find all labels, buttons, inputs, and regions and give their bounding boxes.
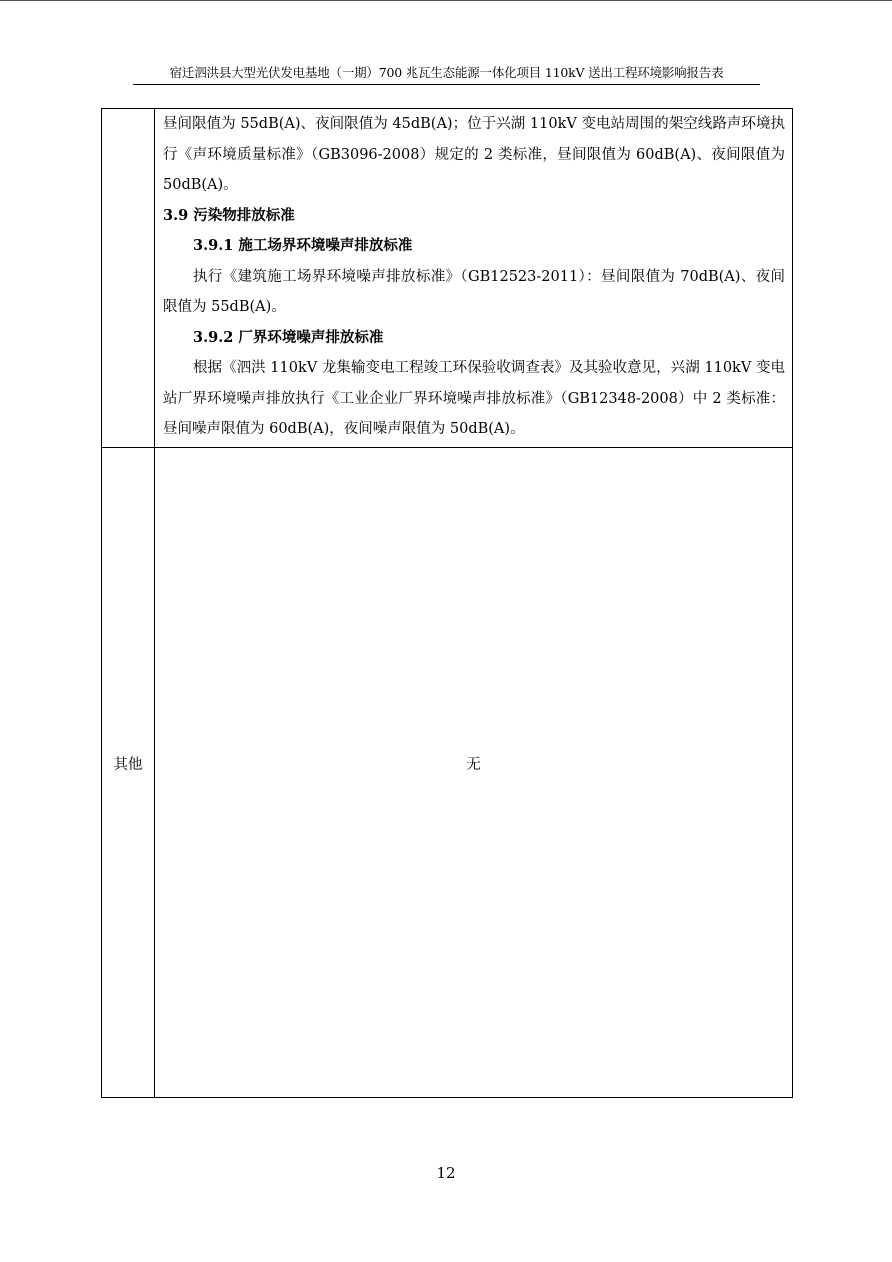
section-heading-3-9: 3.9 污染物排放标准 [163,206,295,224]
report-table [101,108,793,1098]
paragraph-3-9-1: 执行《建筑施工场界环境噪声排放标准》（GB12523-2011）：昼间限值为 70dB(A)、夜间限值为 55dB(A)。 [163,268,785,315]
standards-section [163,109,785,445]
table-row-divider [102,447,792,448]
page-top-border [0,0,892,1]
document-header: 宿迁泗洪县大型光伏发电基地（一期）700 兆瓦生态能源一体化项目 110kV 送出工程环境影响报告表 [133,64,760,85]
other-row-label: 其他 [113,757,143,773]
other-row-value: 无 [466,757,481,773]
section-heading-3-9-1: 3.9.1 施工场界环境噪声排放标准 [193,237,413,254]
section-heading-3-9-2: 3.9.2 厂界环境噪声排放标准 [193,328,384,346]
continued-paragraph: 昼间限值为 55dB(A)、夜间限值为 45dB(A)；位于兴湖 110kV 变电站周围的架空线路声环境执行《声环境质量标准》（GB3096-2008）规定的 2 类标准，昼间限值为 60dB(A)、夜间限值为 50dB(A)。 [163,116,785,193]
table-column-divider [154,109,155,1097]
paragraph-3-9-2: 根据《泗洪 110kV 龙集输变电工程竣工环保验收调查表》及其验收意见，兴湖 110kV 变电站厂界环境噪声排放执行《工业企业厂界环境噪声排放标准》（GB12348-2008）中 2 类标准：昼间噪声限值为 60dB(A)，夜间噪声限值为 50dB(A)。 [163,360,785,437]
page-number: 12 [436,1164,456,1182]
